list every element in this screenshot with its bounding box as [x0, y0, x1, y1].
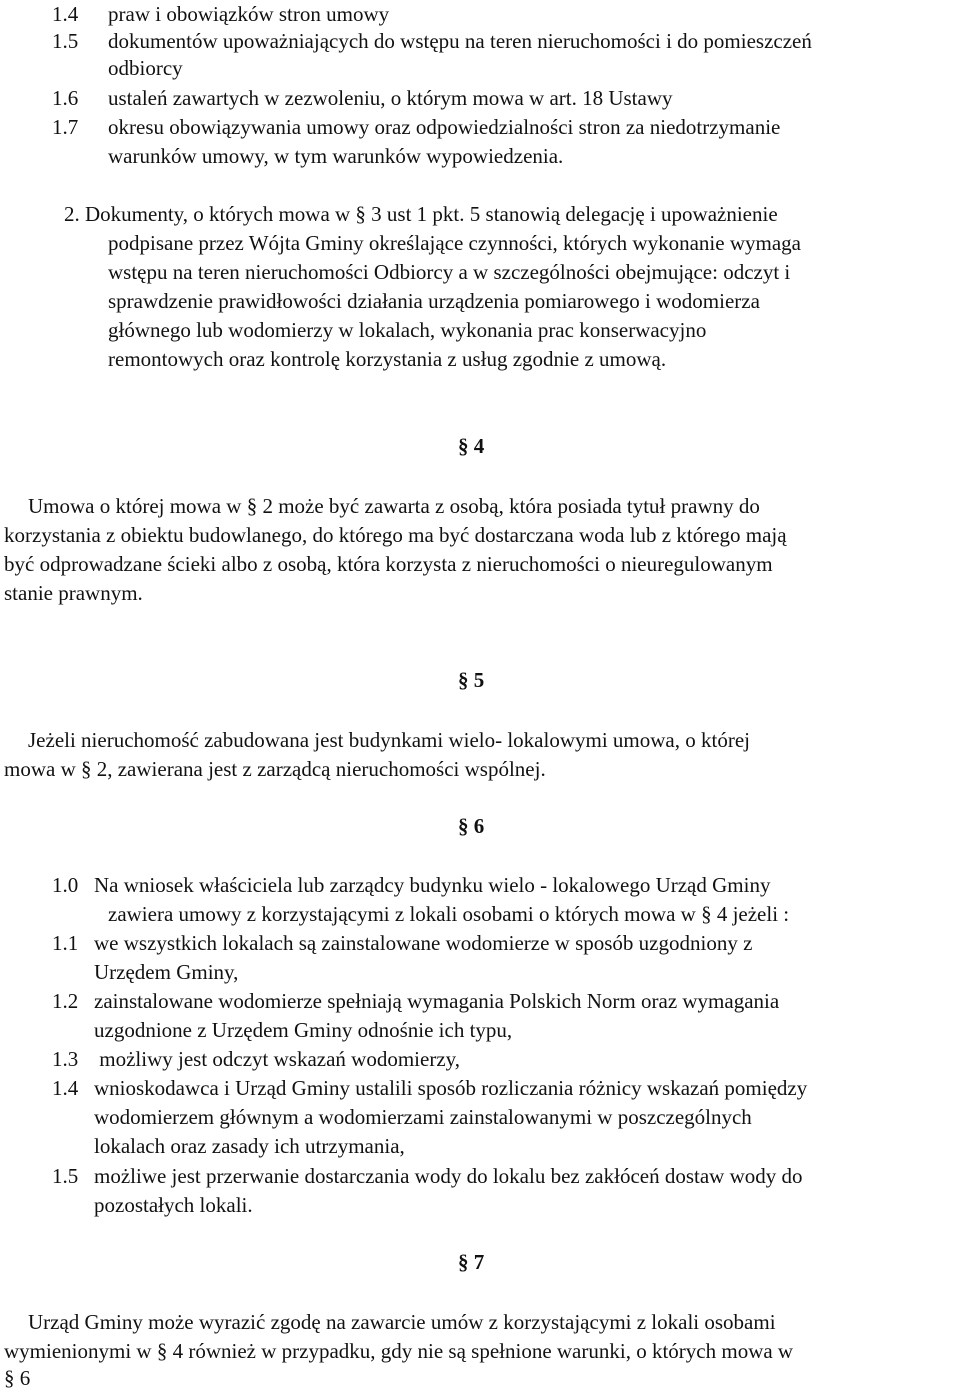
paragraph-line: korzystania z obiektu budowlanego, do którego ma być dostarczana woda lub z którego mają	[4, 523, 787, 547]
list-item: 1.5 dokumentów upoważniających do wstępu na teren nieruchomości i do pomieszczeń	[52, 29, 812, 53]
list-item: 1.2 zainstalowane wodomierze spełniają wymagania Polskich Norm oraz wymagania	[52, 989, 780, 1013]
paragraph-line: stanie prawnym.	[4, 581, 143, 605]
paragraph-line: być odprowadzane ścieki albo z osobą, która korzysta z nieruchomości o nieuregulowanym	[4, 552, 773, 576]
list-item: 1.5 możliwe jest przerwanie dostarczania wody do lokalu bez zakłóceń dostaw wody do	[52, 1164, 803, 1188]
list-item: 1.3 możliwy jest odczyt wskazań wodomierzy,	[52, 1047, 461, 1071]
list-item: 1.0 Na wniosek właściciela lub zarządcy budynku wielo - lokalowego Urząd Gminy	[52, 873, 771, 897]
list-item-continuation: warunków umowy, w tym warunków wypowiedzenia.	[108, 144, 564, 168]
paragraph-line: § 6	[4, 1366, 31, 1390]
paragraph-line: mowa w § 2, zawierana jest z zarządcą nieruchomości wspólnej.	[4, 757, 546, 781]
paragraph-line: wymienionymi w § 4 również w przypadku, gdy nie są spełnione warunki, o których mowa w	[4, 1339, 794, 1363]
paragraph-line: remontowych oraz kontrolę korzystania z usług zgodnie z umową.	[108, 347, 667, 371]
section-heading-4: § 4	[458, 434, 485, 458]
list-item-continuation: uzgodnione z Urzędem Gminy odnośnie ich typu,	[94, 1018, 513, 1042]
list-item: 1.4 praw i obowiązków stron umowy	[52, 2, 390, 26]
paragraph-line: głównego lub wodomierzy w lokalach, wykonania prac konserwacyjno	[108, 318, 707, 342]
paragraph-line: 2. Dokumenty, o których mowa w § 3 ust 1 pkt. 5 stanowią delegację i upoważnienie	[64, 202, 778, 226]
paragraph-line: Umowa o której mowa w § 2 może być zawarta z osobą, która posiada tytuł prawny do	[28, 494, 760, 518]
paragraph-line: sprawdzenie prawidłowości działania urządzenia pomiarowego i wodomierza	[108, 289, 760, 313]
list-item-continuation: wodomierzem głównym a wodomierzami zainstalowanymi w poszczególnych	[94, 1105, 752, 1129]
paragraph-line: podpisane przez Wójta Gminy określające czynności, których wykonanie wymaga	[108, 231, 801, 255]
list-item: 1.1 we wszystkich lokalach są zainstalowane wodomierze w sposób uzgodniony z	[52, 931, 753, 955]
paragraph-line: Jeżeli nieruchomość zabudowana jest budynkami wielo- lokalowymi umowa, o której	[28, 728, 750, 752]
section-heading-5: § 5	[458, 668, 485, 692]
section-heading-7: § 7	[458, 1250, 485, 1274]
list-item-continuation: Urzędem Gminy,	[94, 960, 239, 984]
list-item-continuation: odbiorcy	[108, 56, 183, 80]
list-item-continuation: zawiera umowy z korzystającymi z lokali osobami o których mowa w § 4 jeżeli :	[108, 902, 790, 926]
paragraph-line: wstępu na teren nieruchomości Odbiorcy a w szczególności obejmujące: odczyt i	[108, 260, 791, 284]
list-item: 1.4 wnioskodawca i Urząd Gminy ustalili sposób rozliczania różnicy wskazań pomiędzy	[52, 1076, 808, 1100]
paragraph-line: Urząd Gminy może wyrazić zgodę na zawarcie umów z korzystającymi z lokali osobami	[28, 1310, 776, 1334]
list-item-continuation: lokalach oraz zasady ich utrzymania,	[94, 1134, 405, 1158]
list-item: 1.7 okresu obowiązywania umowy oraz odpowiedzialności stron za niedotrzymanie	[52, 115, 781, 139]
section-heading-6: § 6	[458, 814, 485, 838]
list-item: 1.6 ustaleń zawartych w zezwoleniu, o którym mowa w art. 18 Ustawy	[52, 86, 673, 110]
list-item-continuation: pozostałych lokali.	[94, 1193, 253, 1217]
